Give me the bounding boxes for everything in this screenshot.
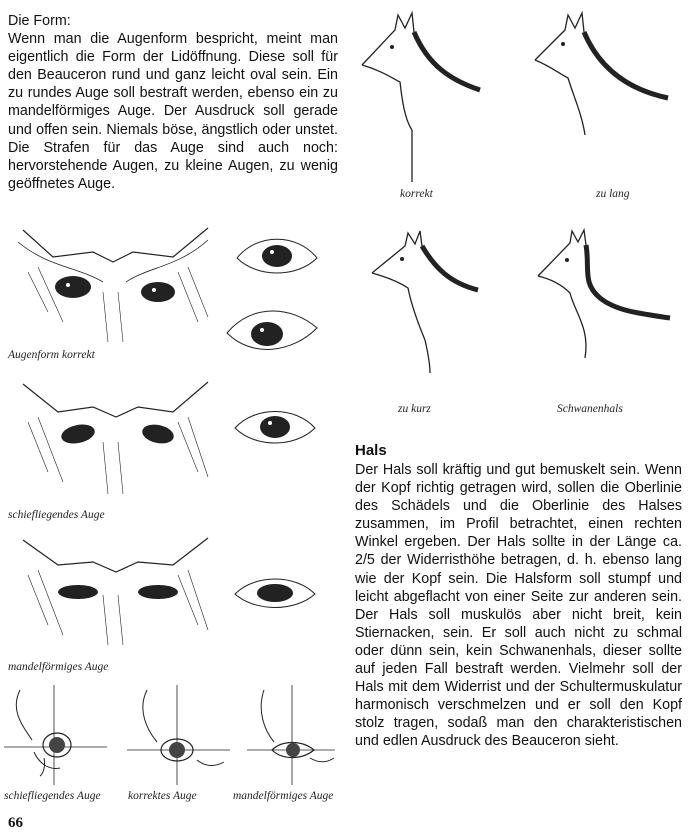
caption-neck-correct: korrekt xyxy=(400,188,433,200)
caption-mandelfoermiges-auge: mandelförmiges Auge xyxy=(8,661,109,673)
caption-diagram-1: schiefliegendes Auge xyxy=(4,790,101,802)
diagram-almond xyxy=(247,685,335,785)
intro-paragraph xyxy=(8,12,338,193)
eye-closeup-2 xyxy=(222,298,322,368)
section-title-hals: Hals xyxy=(355,442,387,459)
neck-too-short xyxy=(372,231,478,373)
caption-diagram-2: korrektes Auge xyxy=(128,790,197,802)
neck-swan xyxy=(538,230,670,358)
neck-sketch-row-2 xyxy=(350,228,685,378)
diagram-correct xyxy=(127,685,230,785)
neck-sketch-row-1 xyxy=(350,10,685,200)
intro-heading: Die Form: xyxy=(8,13,71,29)
eye-axis-diagrams xyxy=(2,680,337,790)
eyes-oblique-illustration xyxy=(8,372,223,498)
diagram-oblique xyxy=(4,685,107,785)
neck-correct xyxy=(362,13,480,182)
caption-neck-too-short: zu kurz xyxy=(398,403,431,415)
eye-closeup-4 xyxy=(230,564,320,624)
eye-closeup-3 xyxy=(230,398,320,458)
intro-text: Wenn man die Augenform bespricht, meint man eigentlich die Form der Lidöffnung. Diese soll für den Beauceron rund und ganz leicht oval sein. Ein zu rundes Auge soll bestraft werden, ebenso ein zu mandelförmiges Auge. Der Ausdruck soll gerade und offen sein. Niemals böse, ängstlich oder unstet. Die Strafen für das Auge sind auch noch: hervorstehende Augen, zu kleine Augen, zu wenig geöffnetes Auge. xyxy=(8,31,338,192)
caption-diagram-3: mandelförmiges Auge xyxy=(233,790,334,802)
eyes-correct-illustration xyxy=(8,222,223,346)
caption-neck-swan: Schwanenhals xyxy=(557,403,623,415)
eyes-almond-illustration xyxy=(8,530,223,648)
page-number: 66 xyxy=(8,815,23,831)
caption-augenform-korrekt: Augenform korrekt xyxy=(8,349,95,361)
caption-neck-too-long: zu lang xyxy=(596,188,630,200)
hals-paragraph: Der Hals soll kräftig und gut bemuskelt sein. Wenn der Kopf richtig getragen wird, sollen die Oberlinie des Schädels und die Oberlinie des Halses zusammen, im Profil betrachtet, einen rechten Winkel ergeben. Der Hals sollte in der Länge ca. 2/5 der Widerristhöhe betragen, d. h. ebenso lang wie der Kopf sein. Die Halsform soll stumpf und leicht abgeflacht von einer Seite zur anderen sein. Der Hals soll muskulös aber nicht breit, kein Stiernacken, sein. Er soll auch nicht zu schmal oder dünn sein, kein Schwanenhals, dieser sollte auf jeden Fall bestraft werden. Vielmehr soll der Hals mit dem Widerrist und der Schultermuskulatur harmonisch verschmelzen und er soll den Kopf stolz tragen, sodaß man den charakteristischen und edlen Ausdruck des Beauceron sieht. xyxy=(355,462,682,750)
caption-schiefliegendes-auge: schiefliegendes Auge xyxy=(8,509,105,521)
neck-too-long xyxy=(535,13,668,135)
eye-closeup-1 xyxy=(232,228,322,288)
